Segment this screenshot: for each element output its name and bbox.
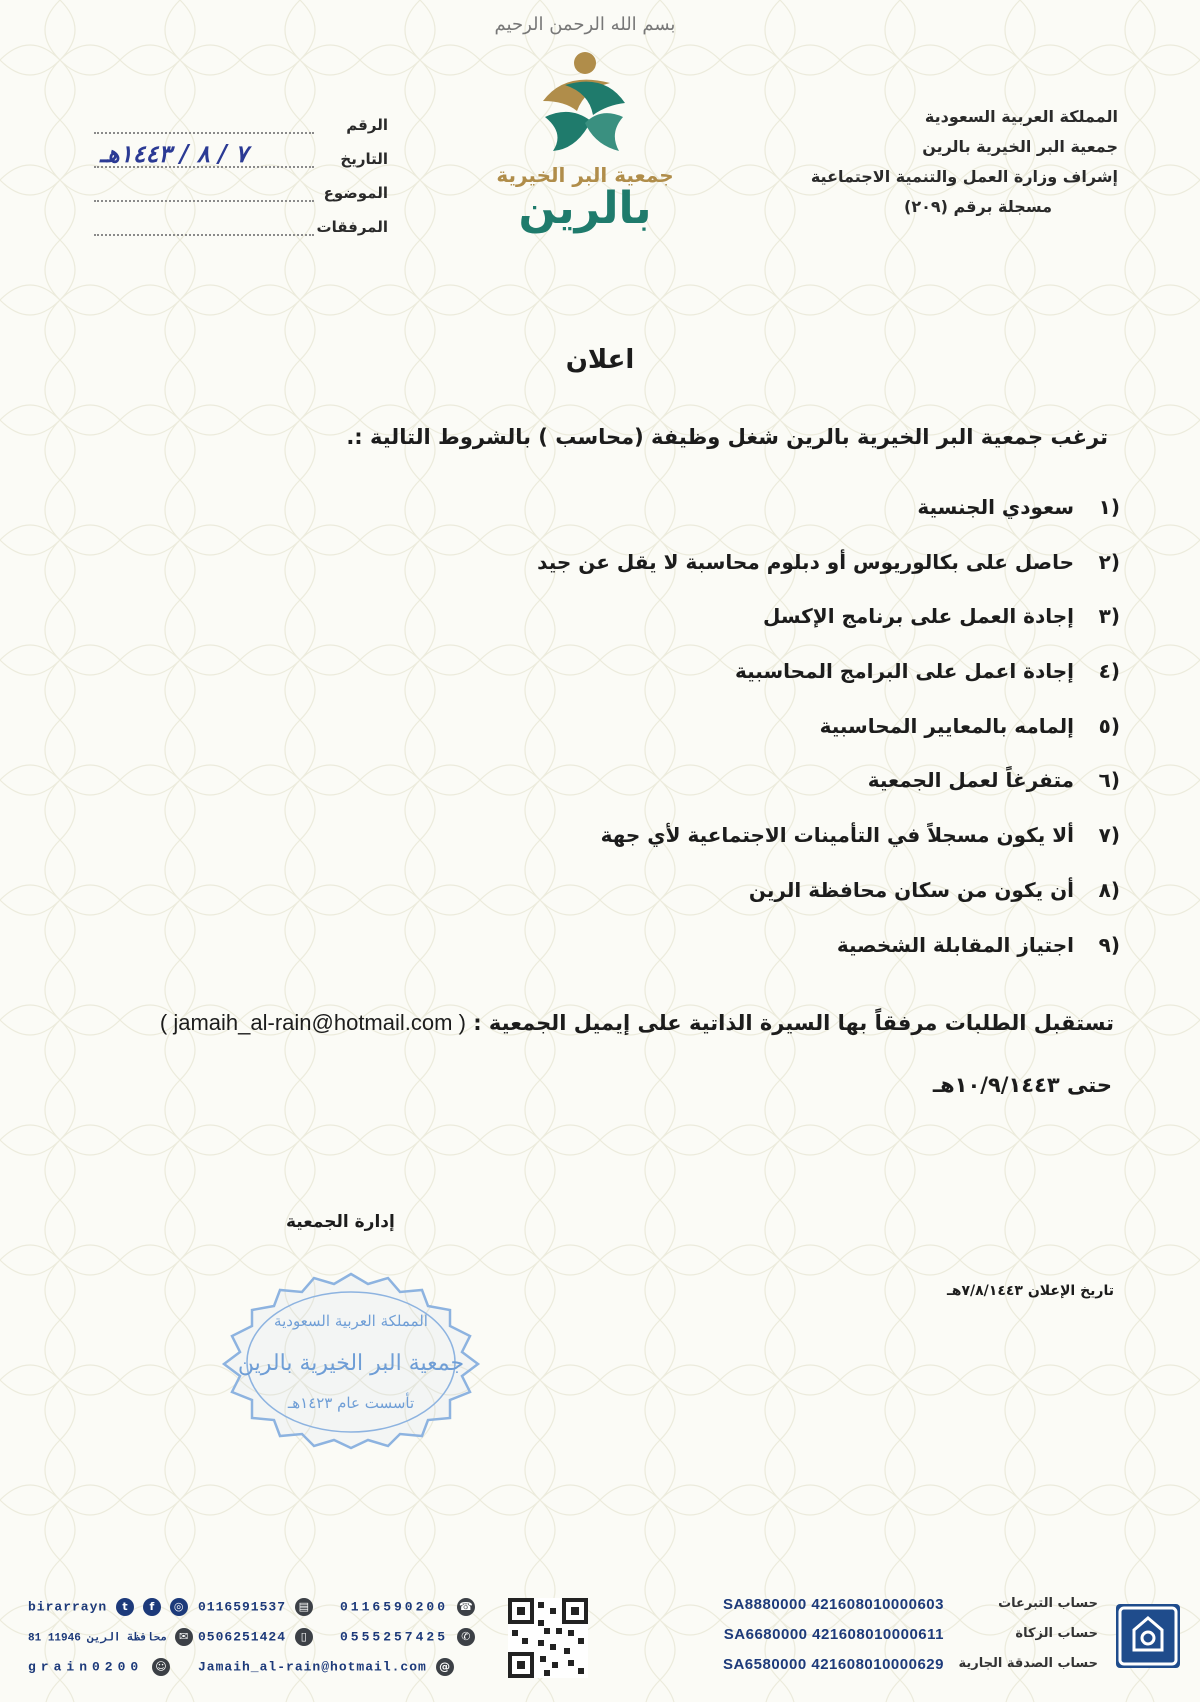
po-box: 81 محافظة الرين 11946 ✉ bbox=[28, 1628, 193, 1646]
requirement-number: (١ bbox=[1098, 495, 1120, 519]
twitter-icon[interactable]: t bbox=[116, 1598, 134, 1616]
requirement-number: (٩ bbox=[1098, 932, 1120, 957]
list-item bbox=[220, 873, 1120, 928]
org-registration: مسجلة برقم (٢٠٩) bbox=[904, 197, 1052, 216]
fax-number: 0116591537 ▤ bbox=[198, 1598, 313, 1616]
list-item bbox=[220, 763, 1120, 818]
bank-logo-icon bbox=[1116, 1604, 1180, 1668]
stamp-line-org: جمعية البر الخيرية بالرين bbox=[237, 1351, 465, 1376]
whatsapp-number: 0555257425 ✆ bbox=[340, 1628, 475, 1646]
social-handle: birarrayn t f ◎ bbox=[28, 1598, 188, 1616]
apply-text: تستقبل الطلبات مرفقاً بها السيرة الذاتية على إيميل الجمعية : bbox=[473, 1011, 1114, 1035]
requirement-text: إلمامه بالمعايير المحاسبية bbox=[819, 713, 1074, 738]
official-stamp bbox=[218, 1268, 484, 1452]
snapchat-icon[interactable]: ☺ bbox=[152, 1658, 170, 1676]
document-meta bbox=[88, 100, 388, 236]
requirement-number: (٤ bbox=[1098, 659, 1120, 684]
requirement-text: أن يكون من سكان محافظة الرين bbox=[748, 877, 1074, 902]
meta-number-row bbox=[88, 100, 388, 134]
list-item bbox=[220, 545, 1120, 600]
meta-subject-row bbox=[88, 168, 388, 202]
fax-icon: ▤ bbox=[295, 1598, 313, 1616]
meta-date-label: التاريخ bbox=[340, 150, 388, 168]
list-item bbox=[220, 709, 1120, 764]
requirement-text: اجتياز المقابلة الشخصية bbox=[836, 932, 1074, 957]
org-supervision: إشراف وزارة العمل والتنمية الاجتماعية bbox=[810, 167, 1118, 186]
requirement-number: (٥ bbox=[1098, 713, 1120, 738]
meta-attachments-label: المرفقات bbox=[316, 218, 388, 236]
logo-name-text: بالرين bbox=[518, 183, 652, 234]
list-item bbox=[220, 599, 1120, 654]
phone-icon: ☎ bbox=[457, 1598, 475, 1616]
meta-date-row bbox=[88, 134, 388, 168]
requirement-number: (٧ bbox=[1098, 823, 1120, 848]
list-item bbox=[220, 654, 1120, 709]
requirements-list bbox=[220, 490, 1120, 982]
requirement-text: إجادة العمل على برنامج الإكسل bbox=[762, 604, 1074, 629]
requirement-text: سعودي الجنسية bbox=[917, 495, 1074, 519]
deadline: حتى ١٠/٩/١٤٤٣هـ bbox=[932, 1073, 1112, 1097]
requirement-text: حاصل على بكالوريوس أو دبلوم محاسبة لا يقل عن جيد bbox=[537, 549, 1074, 574]
mobile-number: 0506251424 ▯ bbox=[198, 1628, 313, 1646]
stamp-line-founded: تأسست عام ١٤٢٣هـ bbox=[287, 1394, 415, 1412]
whatsapp-icon: ✆ bbox=[457, 1628, 475, 1646]
requirement-text: إجادة اعمل على البرامج المحاسبية bbox=[735, 659, 1074, 684]
announcement-intro: ترغب جمعية البر الخيرية بالرين شغل وظيفة (محاسب ) بالشروط التالية :. bbox=[346, 425, 1108, 449]
meta-attachments-row bbox=[88, 202, 388, 236]
org-name: جمعية البر الخيرية بالرين bbox=[922, 137, 1118, 156]
stamp-line-country: المملكة العربية السعودية bbox=[274, 1312, 428, 1330]
bank-account-donations: حساب التبرعات SA8880000 421608010000603 bbox=[722, 1596, 1098, 1613]
footer-email: Jamaih_al-rain@hotmail.com @ bbox=[198, 1658, 454, 1676]
footer bbox=[28, 1588, 1188, 1692]
charity-logo bbox=[485, 14, 685, 279]
announcement-date: تاريخ الإعلان ٧/٨/١٤٤٣هـ bbox=[946, 1283, 1114, 1299]
requirement-number: (٣ bbox=[1098, 604, 1120, 629]
mobile-icon: ▯ bbox=[295, 1628, 313, 1646]
qr-code-icon[interactable] bbox=[508, 1598, 588, 1678]
list-item bbox=[220, 818, 1120, 873]
apply-email-link[interactable]: ( jamaih_al-rain@hotmail.com ) bbox=[159, 1010, 466, 1035]
bank-account-charity: حساب الصدقة الجارية SA6580000 421608010000629 bbox=[722, 1656, 1098, 1673]
facebook-icon[interactable]: f bbox=[143, 1598, 161, 1616]
requirement-text: ألا يكون مسجلاً في التأمينات الاجتماعية لأي جهة bbox=[600, 823, 1074, 848]
requirement-number: (٨ bbox=[1098, 877, 1120, 902]
application-instructions bbox=[114, 1010, 1114, 1036]
logo-emblem-icon bbox=[525, 41, 645, 161]
meta-number-label: الرقم bbox=[346, 116, 388, 134]
requirement-number: (٦ bbox=[1098, 768, 1120, 793]
instagram-icon[interactable]: ◎ bbox=[170, 1598, 188, 1616]
organization-header bbox=[778, 102, 1118, 222]
logo-org-text: جمعية البر الخيرية bbox=[496, 163, 674, 187]
snapchat-handle: grain0200 ☺ bbox=[28, 1658, 170, 1676]
email-icon[interactable]: @ bbox=[436, 1658, 454, 1676]
meta-date-value: ٧ / ٨ / ١٤٤٣هـ bbox=[100, 139, 248, 168]
meta-subject-label: الموضوع bbox=[323, 184, 388, 202]
requirement-text: متفرغاً لعمل الجمعية bbox=[867, 768, 1074, 793]
management-signature: إدارة الجمعية bbox=[286, 1212, 395, 1232]
list-item bbox=[220, 928, 1120, 983]
phone-number: 0116590200 ☎ bbox=[340, 1598, 475, 1616]
bank-account-zakat: حساب الزكاة SA6680000 421608010000611 bbox=[723, 1626, 1098, 1643]
requirement-number: (٢ bbox=[1098, 549, 1120, 574]
mail-box-icon: ✉ bbox=[175, 1628, 193, 1646]
announcement-title: اعلان bbox=[565, 345, 635, 375]
basmala: بسم الله الرحمن الرحيم bbox=[494, 14, 676, 35]
org-country: المملكة العربية السعودية bbox=[924, 107, 1118, 126]
list-item bbox=[220, 490, 1120, 545]
